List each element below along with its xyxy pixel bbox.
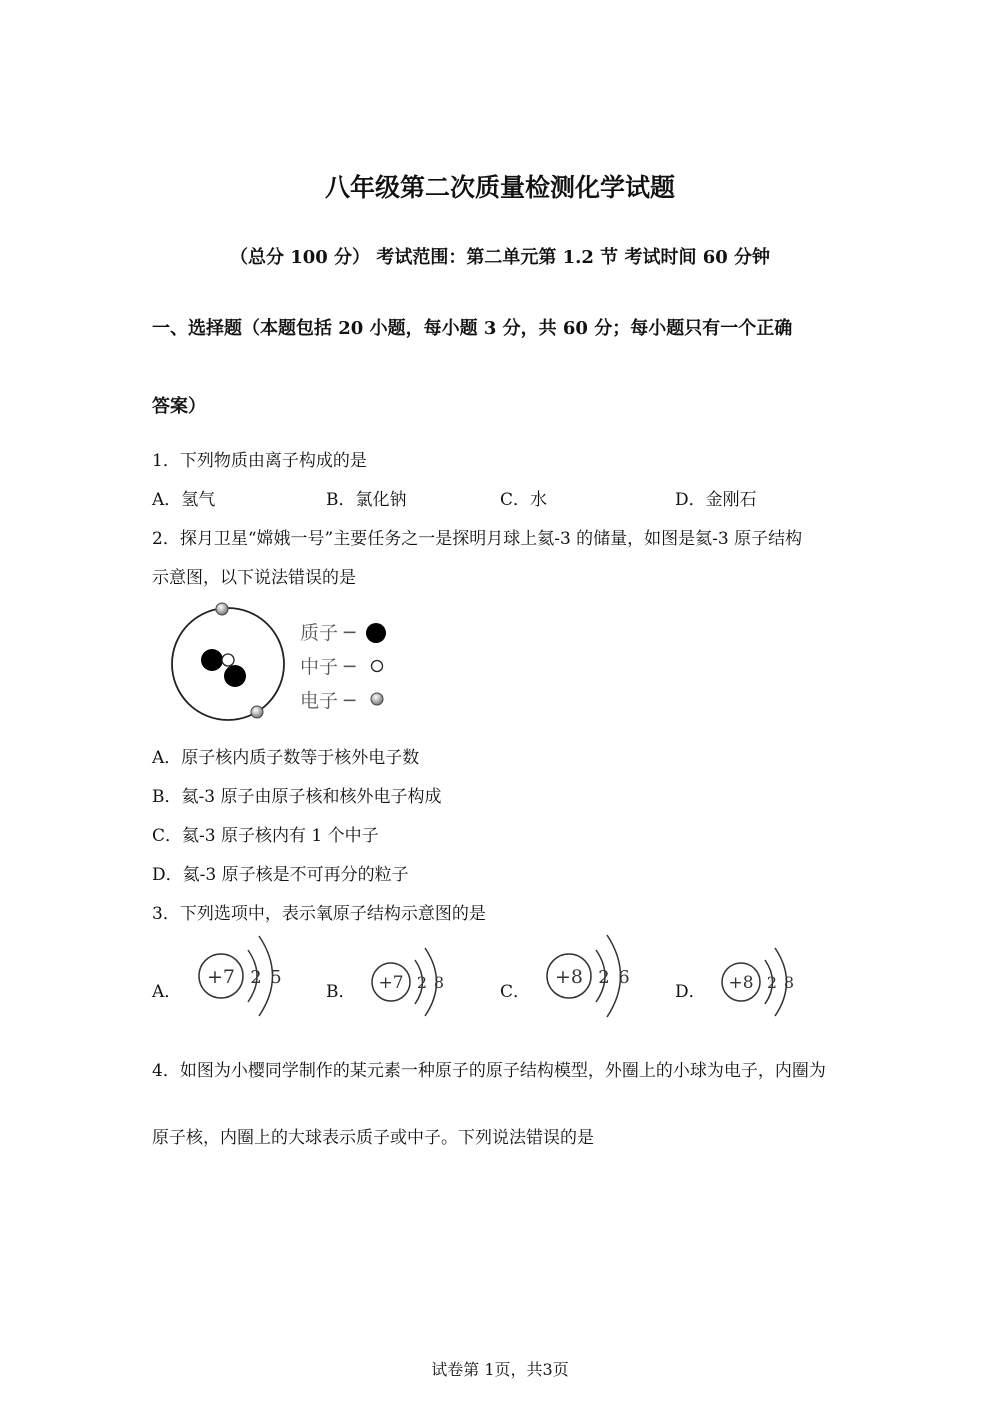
electron-ball — [216, 603, 228, 615]
electron-count-shell-1: 2 — [250, 967, 262, 988]
question-2-option-c: C．氦-3 原子核内有 1 个中子 — [152, 826, 379, 846]
question-2-stem-cont: 示意图，以下说法错误的是 — [152, 568, 356, 588]
proton-ball — [201, 649, 223, 671]
electron-ball — [251, 706, 263, 718]
electron-count-shell-2: 8 — [433, 973, 445, 992]
atom-structure-diagram-a — [190, 930, 290, 1020]
question-1-option-c: C．水 — [500, 490, 548, 510]
question-2-stem: 2．探月卫星“嫦娥一号”主要任务之一是探明月球上氦-3 的储量，如图是氦-3 原子结构 — [152, 529, 803, 549]
helium-3-atom-diagram — [160, 598, 410, 728]
legend-electron-label: 电子 ─ — [300, 690, 356, 712]
question-1-option-b: B．氯化钠 — [326, 490, 407, 510]
nucleus-charge: +8 — [728, 973, 754, 993]
question-4-stem-cont: 原子核，内圈上的大球表示质子或中子。下列说法错误的是 — [152, 1128, 594, 1148]
legend-neutron-icon — [372, 661, 383, 672]
legend-neutron-label: 中子 ─ — [300, 656, 356, 678]
question-2-option-a: A．原子核内质子数等于核外电子数 — [152, 748, 420, 768]
question-1-option-a: A．氢气 — [152, 490, 216, 510]
nucleus-charge: +7 — [206, 966, 236, 988]
exam-info: （总分 100 分） 考试范围：第二单元第 1.2 节 考试时间 60 分钟 — [229, 247, 771, 268]
legend-proton-icon — [366, 623, 386, 643]
electron-count-shell-1: 2 — [598, 967, 610, 988]
question-1-option-d: D．金刚石 — [675, 490, 757, 510]
electron-count-shell-2: 6 — [618, 967, 630, 988]
legend-proton-label: 质子 ─ — [300, 622, 356, 644]
question-2-option-d: D．氦-3 原子核是不可再分的粒子 — [152, 865, 409, 885]
question-3-option-b-label: B． — [326, 982, 356, 1002]
question-3-option-a-label: A． — [152, 982, 182, 1002]
electron-count-shell-2: 8 — [783, 973, 795, 992]
electron-count-shell-2: 5 — [270, 967, 282, 988]
atom-structure-diagram-d — [714, 940, 804, 1020]
section-heading-cont: 答案） — [152, 396, 206, 417]
nucleus-charge: +8 — [554, 966, 584, 988]
question-2-option-b: B．氦-3 原子由原子核和核外电子构成 — [152, 787, 442, 807]
question-4-stem: 4．如图为小樱同学制作的某元素一种原子的原子结构模型，外圈上的小球为电子，内圈为 — [152, 1061, 826, 1081]
neutron-ball — [222, 654, 234, 666]
question-3-stem: 3．下列选项中，表示氧原子结构示意图的是 — [152, 904, 486, 924]
proton-ball — [224, 665, 246, 687]
atom-structure-diagram-c — [538, 928, 638, 1020]
nucleus-charge: +7 — [378, 973, 404, 993]
atom-structure-diagram-b — [364, 940, 454, 1020]
electron-count-shell-1: 2 — [416, 973, 428, 992]
question-3-option-d-label: D． — [675, 982, 706, 1002]
electron-count-shell-1: 2 — [766, 973, 778, 992]
page-footer: 试卷第 1页，共3页 — [431, 1360, 569, 1379]
section-heading: 一、选择题（本题包括 20 小题，每小题 3 分，共 60 分；每小题只有一个正确 — [152, 318, 793, 339]
question-1-stem: 1．下列物质由离子构成的是 — [152, 451, 367, 471]
page-title: 八年级第二次质量检测化学试题 — [324, 173, 675, 202]
question-3-option-c-label: C． — [500, 982, 531, 1002]
legend-electron-icon — [371, 693, 383, 705]
